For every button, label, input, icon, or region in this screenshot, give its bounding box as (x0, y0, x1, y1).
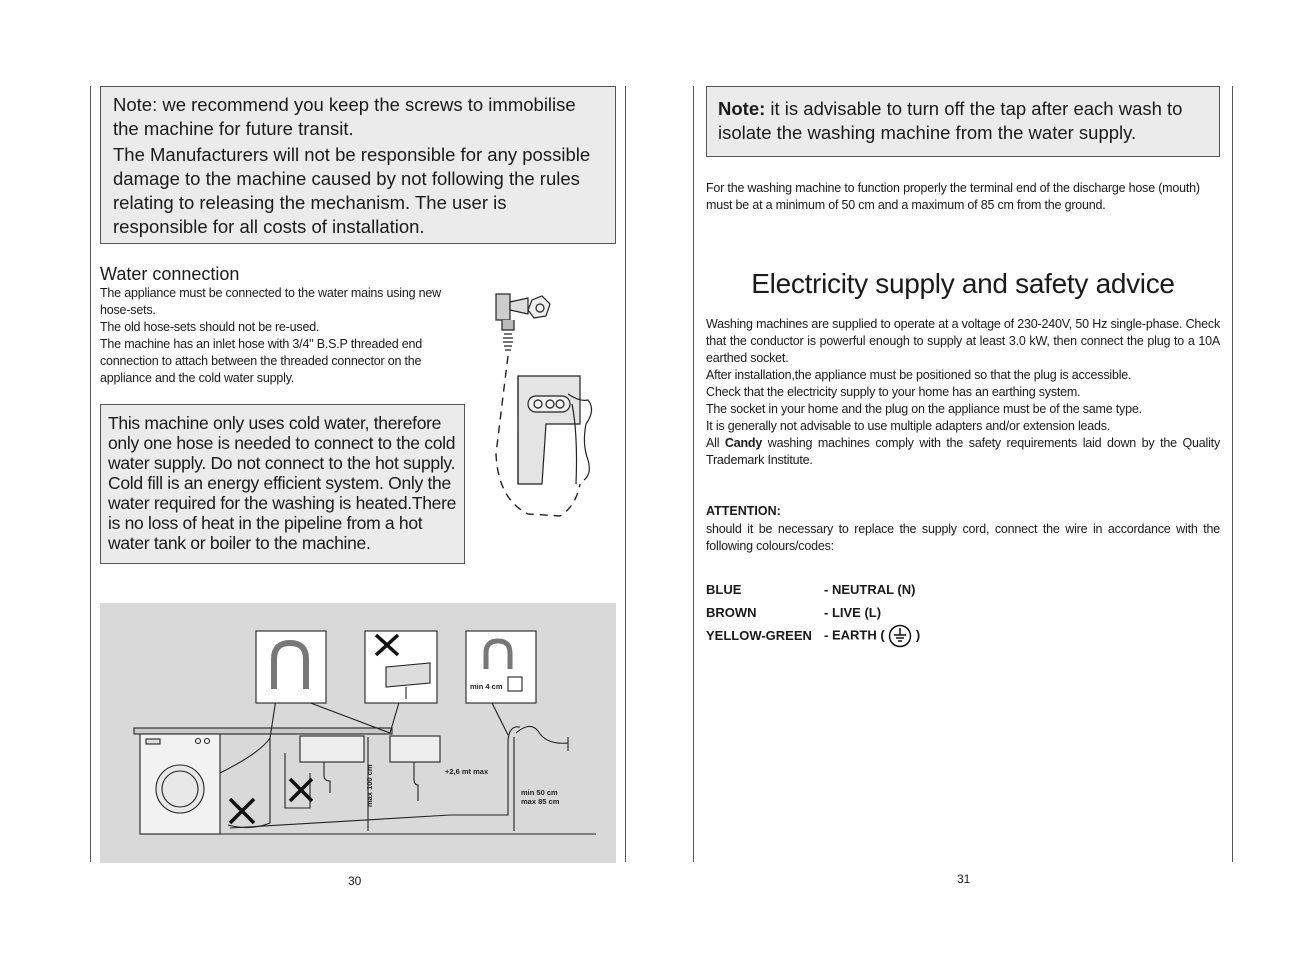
page-number-left: 30 (348, 874, 362, 888)
water-connection-body (100, 285, 465, 387)
electricity-advice (706, 316, 1220, 469)
left-page-right-line (625, 86, 626, 862)
label-plus26: +2,6 mt max (445, 767, 489, 776)
right-page-margin-line (1232, 86, 1233, 862)
wire-codes-table (706, 578, 920, 647)
wire-code-row (706, 601, 920, 624)
screws-note-p1: Note: we recommend you keep the screws to immobilise the machine for future transit. (113, 94, 576, 139)
wire-code: - LIVE (L) (824, 605, 882, 620)
attention-text: should it be necessary to replace the supply cord, connect the wire in accordance with the following colours/codes: (706, 522, 1220, 553)
label-max85: max 85 cm (521, 797, 560, 806)
candy-pre: All (706, 436, 725, 450)
label-min4: min 4 cm (470, 682, 503, 691)
drain-height-text: For the washing machine to function properly the terminal end of the discharge hose (mouth) must be at a minimum of 50 cm and a maximum of 85 cm from the ground. (706, 181, 1200, 212)
candy-brand: Candy (724, 436, 763, 450)
cold-water-box: This machine only uses cold water, therefore only one hose is needed to connect to the cold water supply. Do not connect to the hot supply. Cold fill is an energy efficient system. Only the water required for the washing is heated.There is no loss of heat in the pipeline from a hot water tank or boiler to the machine. (100, 404, 465, 564)
drain-diagram-svg (100, 603, 616, 863)
water-connection-line: The machine has an inlet hose with 3/4" B.S.P threaded end connection to attach between the threaded connector on the appliance and the cold water supply. (100, 337, 422, 385)
electricity-line: The socket in your home and the plug on the appliance must be of the same type. (706, 402, 1142, 416)
tap-note-label: Note: (718, 98, 766, 119)
wire-code-row (706, 578, 920, 601)
page-title: Electricity supply and safety advice (751, 268, 1175, 299)
water-connection-line: The old hose-sets should not be re-used. (100, 320, 320, 334)
earth-symbol-icon (888, 624, 912, 648)
earth-code-post: ) (915, 626, 921, 642)
attention-title: ATTENTION: (706, 504, 781, 518)
tap-note-text: it is advisable to turn off the tap after each wash to isolate the washing machine from the water supply. (718, 98, 1183, 143)
electricity-line-candy (706, 435, 1220, 469)
right-page-left-line (693, 86, 694, 862)
candy-post: washing machines comply with the safety requirements laid down by the Quality Trademark Institute. (706, 436, 1220, 467)
wire-colour: BLUE (706, 582, 742, 597)
label-max100: max 100 cm (365, 764, 374, 807)
wire-code-earth (824, 624, 920, 648)
screws-note-p2: The Manufacturers will not be responsible for any possible damage to the machine caused by not following the rules relating to releasing the mechanism. The user is responsible for all costs of installation. (113, 144, 591, 237)
label-min50: min 50 cm (521, 788, 558, 797)
tap-note-box (706, 86, 1220, 157)
electricity-line: Check that the electricity supply to your home has an earthing system. (706, 385, 1081, 399)
wire-colour: BROWN (706, 605, 757, 620)
electricity-line: After installation,the appliance must be positioned so that the plug is accessible. (706, 368, 1132, 382)
left-page-margin-line (90, 86, 91, 862)
screws-note-box (100, 86, 616, 244)
electricity-line: It is generally not advisable to use multiple adapters and/or extension leads. (706, 419, 1111, 433)
wire-code-row (706, 624, 920, 647)
electricity-line: Washing machines are supplied to operate at a voltage of 230-240V, 50 Hz single-phase. Check that the conductor is powerful enough to supply at least 3.0 kW, then connect the plug to a 10A earthed socket. (706, 317, 1220, 365)
water-connection-title: Water connection (100, 264, 240, 284)
earth-code-pre: - EARTH ( (824, 626, 885, 642)
tap-connection-illustration (488, 284, 608, 520)
wire-code: - NEUTRAL (N) (824, 582, 916, 597)
wire-colour: YELLOW-GREEN (706, 628, 812, 643)
drain-installation-diagram (100, 603, 616, 863)
water-connection-line: The appliance must be connected to the water mains using new hose-sets. (100, 286, 441, 317)
page-number-right: 31 (957, 872, 971, 886)
